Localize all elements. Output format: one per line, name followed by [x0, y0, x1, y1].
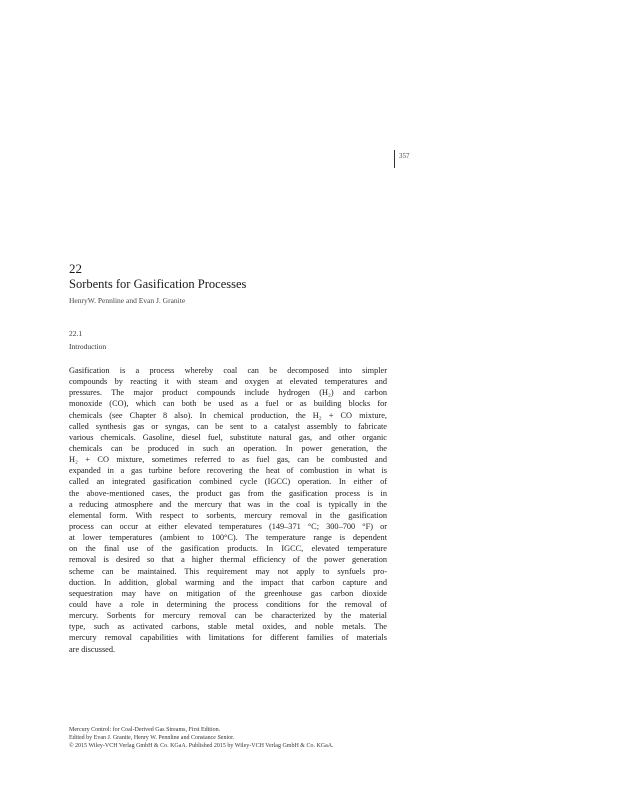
body-line: are discussed. [69, 644, 116, 654]
footer-book-title: Mercury Control: for Coal-Derived Gas Streams, First Edition. [69, 727, 221, 733]
copyright-footer [69, 727, 334, 750]
body-line: removal is desired so that a higher thermal efficiency of the power generation [69, 555, 387, 565]
body-line: the above-mentioned cases, the product gas from the gasification process is in [69, 488, 387, 498]
chapter-authors: HenryW. Pennline and Evan J. Granite [69, 296, 186, 305]
body-line: on the final use of the gasification products. In IGCC, elevated temperature [69, 544, 387, 554]
body-line: monoxide (CO), which can both be used as a fuel or as building blocks for [69, 399, 387, 409]
body-line: at lower temperatures (ambient to 100°C). The temperature range is dependent [69, 533, 387, 543]
body-line: called synthesis gas or syngas, can be sent to a catalyst assembly to fabricate [69, 421, 387, 431]
body-line: could have a role in determining the process conditions for the removal of [69, 599, 387, 609]
body-line: mercury. Sorbents for mercury removal can be characterized by the material [69, 611, 387, 621]
body-line: elemental form. With respect to sorbents, mercury removal in the gasification [69, 510, 387, 520]
footer-editors: Edited by Evan J. Granite, Henry W. Pennline and Constance Senior. [69, 734, 235, 741]
body-line: process can occur at either elevated temperatures (149–371 °C; 300–700 °F) or [69, 521, 387, 531]
section-number: 22.1 [69, 329, 83, 338]
page-number: 357 [399, 152, 410, 160]
body-line: Gasification is a process whereby coal can be decomposed into simpler [69, 366, 387, 375]
body-line: called an integrated gasification combined cycle (IGCC) operation. In either of [69, 477, 387, 487]
body-paragraph [69, 365, 387, 655]
body-line: various chemicals. Gasoline, diesel fuel, substitute natural gas, and other organic [69, 432, 387, 442]
body-line: scheme can be maintained. This requirement may not apply to synfuels pro- [69, 566, 387, 576]
body-line: a reducing atmosphere and the mercury that was in the coal is typically in the [69, 499, 387, 509]
chapter-title: Sorbents for Gasification Processes [69, 277, 247, 291]
footer-copyright: © 2015 Wiley-VCH Verlag GmbH & Co. KGaA. Published 2015 by Wiley-VCH Verlag GmbH & Co. KGaA. [69, 742, 334, 749]
body-line: H₂ + CO mixture, sometimes referred to as fuel gas, can be combusted and [69, 455, 387, 465]
body-line: mercury removal capabilities with limitations for different families of materials [69, 633, 387, 643]
body-line: chemicals (see Chapter 8 also). In chemical production, the H₂ + CO mixture, [69, 410, 387, 420]
body-line: sequestration may have on mitigation of the greenhouse gas carbon dioxide [69, 588, 387, 598]
chapter-number: 22 [69, 261, 82, 276]
body-line: compounds by reacting it with steam and oxygen at elevated temperatures and [69, 377, 387, 387]
body-line: pressures. The major product compounds include hydrogen (H₂) and carbon [69, 388, 387, 398]
body-line: expanded in a gas turbine before recovering the heat of combustion in what is [69, 466, 387, 476]
section-title: Introduction [69, 342, 107, 351]
page-number-rule [394, 150, 395, 168]
body-line: type, such as activated carbons, stable metal oxides, and noble metals. The [69, 622, 387, 632]
body-line: chemicals can be produced in such an operation. In power generation, the [69, 443, 387, 453]
body-line: duction. In addition, global warming and the impact that carbon capture and [69, 577, 387, 587]
